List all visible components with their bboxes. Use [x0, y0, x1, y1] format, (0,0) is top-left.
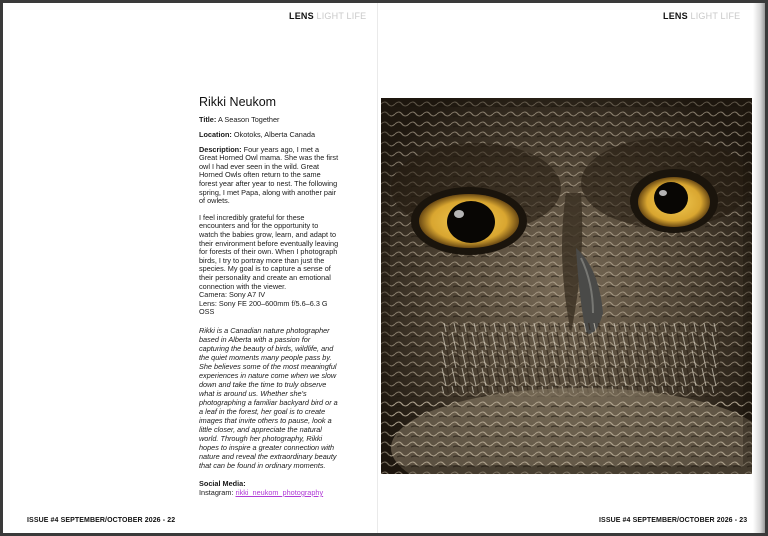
- description-text: Four years ago, I met a Great Horned Owl mama. She was the first owl I had ever seen in the wild. Great Horned Owls often return to the same forest year after year to nest. The following spring, I met Papa, along with another pair of owlets.: [199, 144, 339, 206]
- description-label: Description:: [199, 144, 242, 154]
- camera-line: Camera: Sony A7 IV: [199, 290, 266, 300]
- brand-header-right: [663, 11, 740, 21]
- location-value: Okotoks, Alberta Canada: [233, 129, 315, 139]
- brand-name: LENS: [663, 11, 688, 21]
- second-paragraph: I feel incredibly grateful for these encounters and for the opportunity to watch the babies grow, learn, and adapt to their environment before eventually leaving for forests of their own. When I photograph birds, I try to portray more than just the species. My goal is to capture a sense of their personality and create an emotional connection with the viewer.: [199, 212, 339, 291]
- photographer-name: Rikki Neukom: [199, 95, 277, 109]
- magazine-spread: [3, 3, 765, 533]
- instagram-link[interactable]: rikki_neukom_photography: [235, 487, 324, 497]
- brand-tagline: LIGHT LIFE: [690, 11, 741, 21]
- owl-photo: [381, 98, 752, 474]
- brand-name: LENS: [289, 11, 314, 21]
- article-text: [199, 95, 339, 497]
- title-line: [199, 116, 339, 125]
- social-media-heading: Social Media:: [199, 478, 246, 488]
- lens-line: Lens: Sony FE 200–600mm f/5.6–6.3 G OSS: [199, 298, 328, 317]
- brand-tagline: LIGHT LIFE: [316, 11, 367, 21]
- location-line: [199, 131, 339, 140]
- instagram-label: Instagram:: [199, 487, 234, 497]
- description-paragraph: [199, 146, 339, 206]
- page-edge-shadow: [753, 3, 765, 533]
- instagram-line: [199, 488, 339, 497]
- brand-header-left: [289, 11, 366, 21]
- title-value: A Season Together: [217, 115, 280, 124]
- right-page: [378, 3, 765, 533]
- photographer-bio: Rikki is a Canadian nature photographer based in Alberta with a passion for capturing the beauty of birds, wildlife, and the quiet moments many people pass by. She believes some of the most meaningful experiences in nature come when we slow down and take the time to truly observe what is around us. Whether she's photographing a familiar backyard bird or a a leaf in the forest, her goal is to create images that invite others to pause, look a little closer, and appreciate the natural world. Through her photography, Rikki hopes to inspire a greater connection with nature and reveal the extraordinary beauty that can be found in ordinary moments.: [199, 325, 338, 470]
- owl-closeup-photo: [381, 98, 752, 474]
- title-label: Title:: [199, 115, 217, 124]
- footer-right: ISSUE #4 SEPTEMBER/OCTOBER 2026 - 23: [599, 517, 748, 524]
- left-page: [3, 3, 378, 533]
- location-label: Location:: [199, 129, 232, 139]
- footer-left: ISSUE #4 SEPTEMBER/OCTOBER 2026 - 22: [27, 517, 176, 524]
